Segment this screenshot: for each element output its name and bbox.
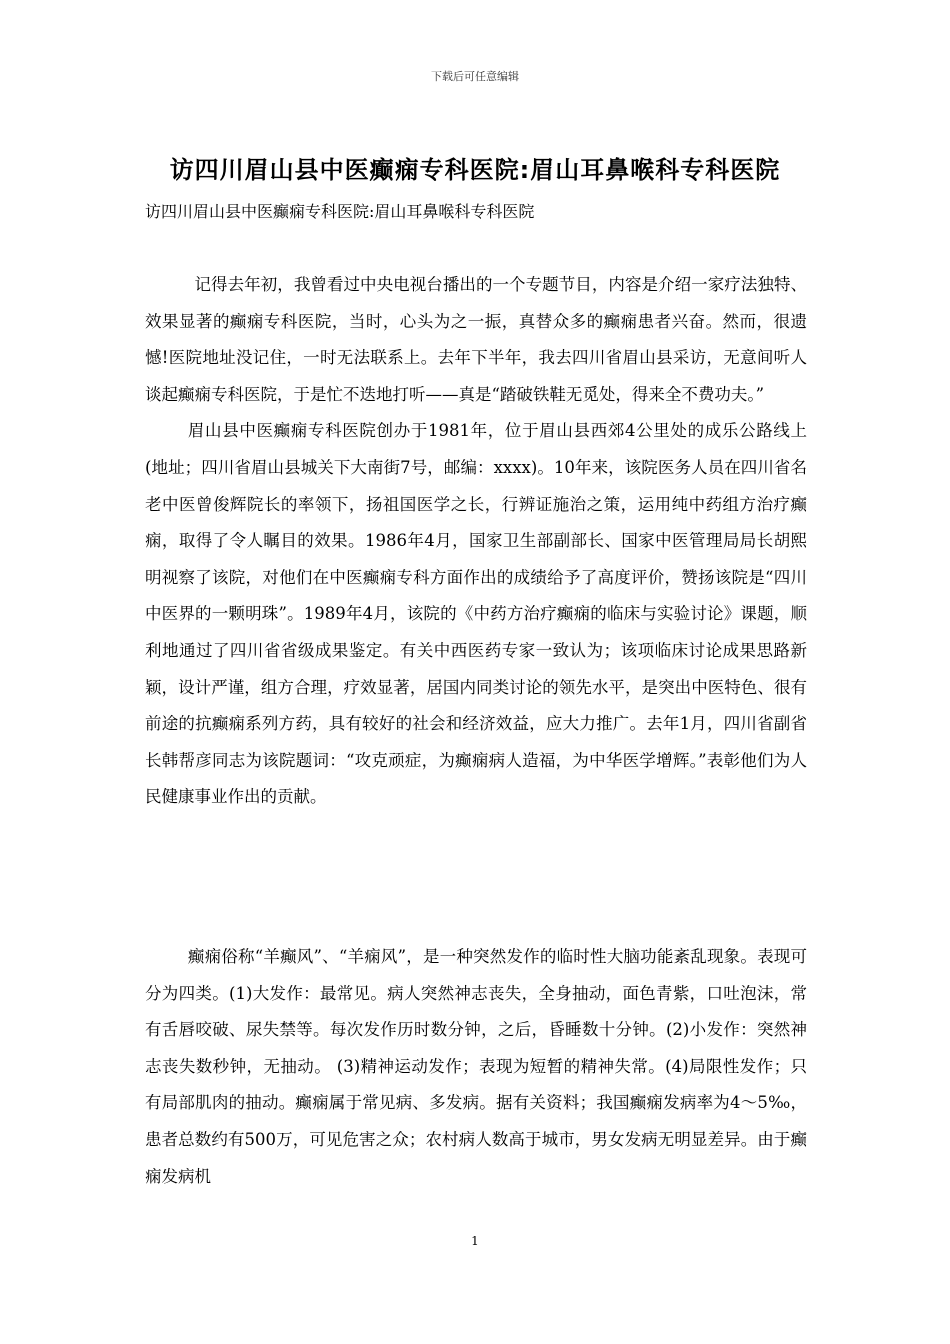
paragraph-1: 记得去年初，我曾看过中央电视台播出的一个专题节目，内容是介绍一家疗法独特、效果显著的癫痫专科医院，当时，心头为之一振，真替众多的癫痫患者兴奋。然而，很遗憾!医院地址没记住，一时无法联系上。去年下半年，我去四川省眉山县采访，无意间听人谈起癫痫专科医院，于是忙不迭地打听——真是“踏破铁鞋无觅处，得来全不费功夫。”	[145, 275, 807, 404]
page-header-note: 下载后可任意编辑	[431, 70, 519, 83]
page-number: 1	[471, 1234, 479, 1248]
document-subtitle: 访四川眉山县中医癫痫专科医院:眉山耳鼻喉科专科医院	[145, 202, 535, 221]
body-section-1	[145, 267, 807, 816]
body-section-2	[145, 939, 807, 1195]
paragraph-2: 眉山县中医癫痫专科医院创办于1981年，位于眉山县西郊4公里处的成乐公路线上(地址；四川省眉山县城关下大南街7号，邮编：xxxx)。10年来，该院医务人员在四川省名老中医曾俊辉院长的率领下，扬祖国医学之长，行辨证施治之策，运用纯中药组方治疗癫痫，取得了令人瞩目的效果。1986年4月，国家卫生部副部长、国家中医管理局局长胡熙明视察了该院，对他们在中医癫痫专科方面作出的成绩给予了高度评价，赞扬该院是“四川中医界的一颗明珠”。1989年4月，该院的《中药方治疗癫痫的临床与实验讨论》课题，顺利地通过了四川省省级成果鉴定。有关中西医药专家一致认为；该项临床讨论成果思路新颖，设计严谨，组方合理，疗效显著，居国内同类讨论的领先水平，是突出中医特色、很有前途的抗癫痫系列方药，具有较好的社会和经济效益，应大力推广。去年1月，四川省副省长韩帮彦同志为该院题词：“攻克顽症，为癫痫病人造福，为中华医学增辉。”表彰他们为人民健康事业作出的贡献。	[145, 421, 807, 807]
document-title: 访四川眉山县中医癫痫专科医院:眉山耳鼻喉科专科医院	[169, 156, 781, 184]
paragraph-3: 癫痫俗称“羊癫风”、“羊痫风”，是一种突然发作的临时性大脑功能紊乱现象。表现可分为四类。(1)大发作：最常见。病人突然神志丧失，全身抽动，面色青紫，口吐泡沫，常有舌唇咬破、尿失禁等。每次发作历时数分钟，之后，昏睡数十分钟。(2)小发作：突然神志丧失数秒钟，无抽动。 (3)精神运动发作；表现为短暂的精神失常。(4)局限性发作；只有局部肌肉的抽动。癫痫属于常见病、多发病。据有关资料；我国癫痫发病率为4～5‰，患者总数约有500万，可见危害之众；农村病人数高于城市，男女发病无明显差异。由于癫痫发病机	[145, 947, 807, 1186]
